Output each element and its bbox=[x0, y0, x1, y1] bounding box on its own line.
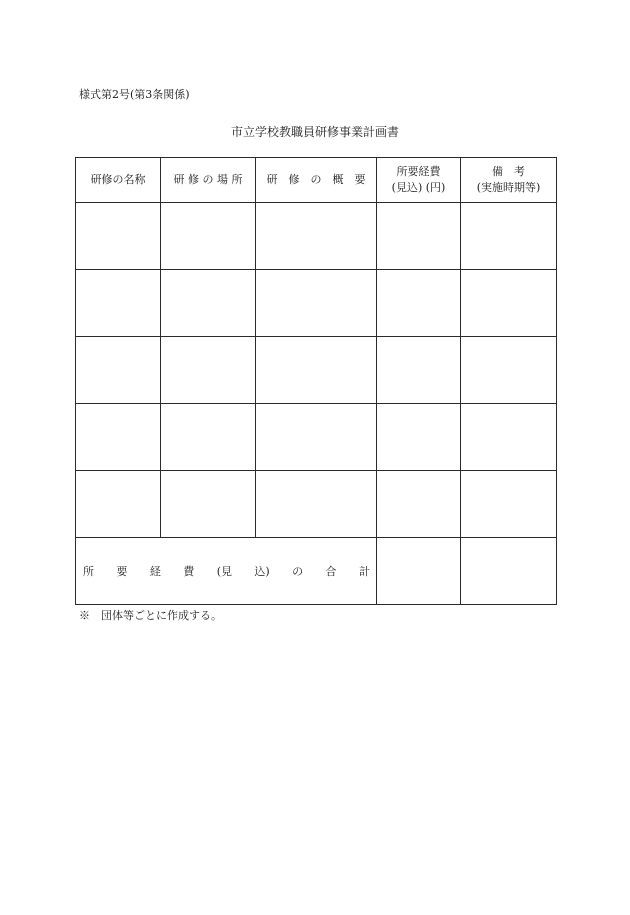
total-label-char: 経 bbox=[149, 565, 161, 578]
table-cell[interactable] bbox=[377, 471, 461, 538]
table-cell[interactable] bbox=[461, 471, 557, 538]
table-cell[interactable] bbox=[256, 270, 377, 337]
document-title: 市立学校教職員研修事業計画書 bbox=[230, 125, 399, 139]
table-row bbox=[76, 471, 557, 538]
total-label bbox=[76, 563, 376, 579]
total-label-char: (見 bbox=[216, 565, 232, 578]
total-label-cell bbox=[76, 538, 377, 605]
table-cell[interactable] bbox=[377, 270, 461, 337]
plan-table bbox=[75, 157, 557, 605]
table-cell[interactable] bbox=[161, 404, 256, 471]
table-cell[interactable] bbox=[161, 203, 256, 270]
column-header-location: 研 修 の 場 所 bbox=[161, 158, 256, 203]
table-cell[interactable] bbox=[256, 203, 377, 270]
table-cell[interactable] bbox=[461, 270, 557, 337]
total-row bbox=[76, 538, 557, 605]
table-row bbox=[76, 337, 557, 404]
column-header-name: 研修の名称 bbox=[76, 158, 161, 203]
total-remarks-cell[interactable] bbox=[461, 538, 557, 605]
table-cell[interactable] bbox=[161, 270, 256, 337]
table-cell[interactable] bbox=[76, 404, 161, 471]
header-row bbox=[76, 158, 557, 203]
table-cell[interactable] bbox=[256, 471, 377, 538]
total-label-char: 費 bbox=[183, 565, 195, 578]
table-cell[interactable] bbox=[377, 404, 461, 471]
table-row bbox=[76, 270, 557, 337]
column-header-remarks: 備 考 (実施時期等) bbox=[461, 158, 557, 203]
table-cell[interactable] bbox=[377, 203, 461, 270]
table-cell[interactable] bbox=[461, 404, 557, 471]
table-cell[interactable] bbox=[377, 337, 461, 404]
table-cell[interactable] bbox=[461, 337, 557, 404]
table-cell[interactable] bbox=[161, 471, 256, 538]
table-row bbox=[76, 203, 557, 270]
table-cell[interactable] bbox=[161, 337, 256, 404]
table-cell[interactable] bbox=[256, 404, 377, 471]
total-label-char: 要 bbox=[116, 565, 128, 578]
table-cell[interactable] bbox=[76, 337, 161, 404]
column-header-summary: 研 修 の 概 要 bbox=[256, 158, 377, 203]
table-cell[interactable] bbox=[76, 471, 161, 538]
table-row bbox=[76, 404, 557, 471]
total-label-char: 合 bbox=[325, 565, 337, 578]
table-cell[interactable] bbox=[461, 203, 557, 270]
form-number: 様式第2号(第3条関係) bbox=[79, 88, 190, 101]
table-cell[interactable] bbox=[256, 337, 377, 404]
table-cell[interactable] bbox=[76, 203, 161, 270]
total-label-char: 込) bbox=[254, 565, 270, 578]
total-label-char: 所 bbox=[83, 565, 94, 578]
total-label-char: の bbox=[292, 565, 304, 578]
table-cell[interactable] bbox=[76, 270, 161, 337]
total-amount-cell[interactable] bbox=[377, 538, 461, 605]
column-header-cost: 所要経費 (見込) (円) bbox=[377, 158, 461, 203]
total-label-char: 計 bbox=[358, 565, 370, 578]
footnote: ※ 団体等ごとに作成する。 bbox=[79, 609, 222, 622]
